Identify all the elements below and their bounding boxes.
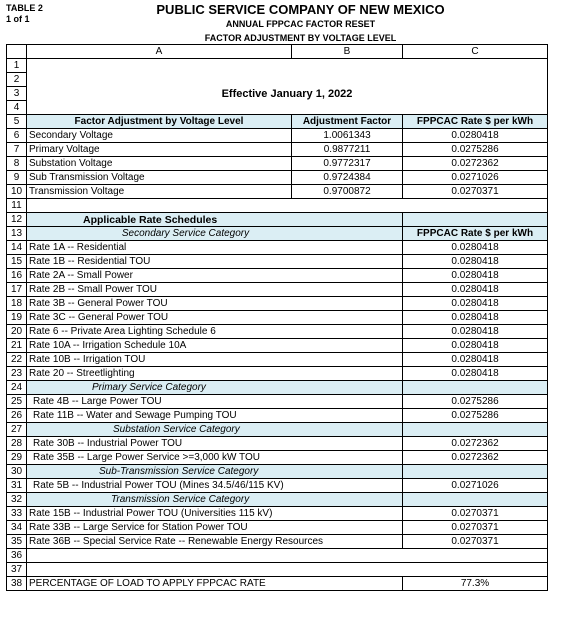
rate-schedule: Rate 6 -- Private Area Lighting Schedule 6 [27,325,403,339]
row-number: 18 [7,297,27,311]
row-number: 4 [7,101,27,115]
rate-schedule: Rate 15B -- Industrial Power TOU (Universities 115 kV) [27,507,403,521]
rate-schedule: Rate 10B -- Irrigation TOU [27,353,403,367]
fppcac-rate: 0.0275286 [403,409,548,423]
company-title: PUBLIC SERVICE COMPANY OF NEW MEXICO [156,2,445,17]
rate-schedule: Rate 11B -- Water and Sewage Pumping TOU [27,409,403,423]
load-value: 77.3% [403,577,548,591]
fppcac-rate: 0.0280418 [403,297,548,311]
row-number: 28 [7,437,27,451]
table-row [7,283,548,297]
rate-schedule: Rate 20 -- Streetlighting [27,367,403,381]
row-number: 7 [7,143,27,157]
row-number: 1 [7,59,27,73]
row-number: 20 [7,325,27,339]
fppcac-rate: 0.0275286 [403,395,548,409]
row-number: 13 [7,227,27,241]
load-label: PERCENTAGE OF LOAD TO APPLY FPPCAC RATE [27,577,403,591]
row-number: 14 [7,241,27,255]
table-row [7,157,548,171]
report-subtitle-2: FACTOR ADJUSTMENT BY VOLTAGE LEVEL [204,33,397,43]
table-row [7,297,548,311]
load-row [7,577,548,591]
column-header-row [7,45,548,59]
voltage-level: Primary Voltage [27,143,292,157]
fppcac-rate: 0.0271026 [403,479,548,493]
table-row [7,269,548,283]
blank-row [27,563,548,577]
rate-header-c: FPPCAC Rate $ per kWh [403,227,548,241]
corner-cell [7,45,27,59]
rate-schedule: Rate 36B -- Special Service Rate -- Renewable Energy Resources [27,535,403,549]
row-number: 15 [7,255,27,269]
factor-table [6,44,548,591]
table-row [7,437,548,451]
primary-category: Primary Service Category [27,381,403,395]
table-row [7,241,548,255]
table-row [7,479,548,493]
fppcac-rate: 0.0275286 [403,143,548,157]
voltage-header-c: FPPCAC Rate $ per kWh [403,115,548,129]
row-number: 35 [7,535,27,549]
row-number: 27 [7,423,27,437]
row-number: 38 [7,577,27,591]
row-number: 23 [7,367,27,381]
voltage-level: Sub Transmission Voltage [27,171,292,185]
row-number: 17 [7,283,27,297]
page-label: 1 of 1 [6,14,30,24]
row-number: 25 [7,395,27,409]
rate-schedule: Rate 35B -- Large Power Service >=3,000 kW TOU [27,451,403,465]
category-filler [403,423,548,437]
adjustment-factor: 0.9877211 [292,143,403,157]
fppcac-rate: 0.0271026 [403,171,548,185]
table-row [7,185,548,199]
trans-category-row [7,493,548,507]
fppcac-rate: 0.0280418 [403,241,548,255]
row-number: 2 [7,73,27,87]
table-row [7,367,548,381]
voltage-level: Transmission Voltage [27,185,292,199]
row-number: 26 [7,409,27,423]
row-number: 12 [7,213,27,227]
row-number: 8 [7,157,27,171]
rate-schedule: Rate 3B -- General Power TOU [27,297,403,311]
row-number: 36 [7,549,27,563]
row-number: 21 [7,339,27,353]
rate-schedules-title: Applicable Rate Schedules [27,213,403,227]
rate-schedule: Rate 30B -- Industrial Power TOU [27,437,403,451]
fppcac-rate: 0.0270371 [403,507,548,521]
trans-rows [7,507,548,549]
blank-row [27,549,548,563]
rate-schedule: Rate 4B -- Large Power TOU [27,395,403,409]
rate-schedule: Rate 10A -- Irrigation Schedule 10A [27,339,403,353]
fppcac-rate: 0.0272362 [403,157,548,171]
secondary-category: Secondary Service Category [27,227,403,241]
column-header-c: C [403,45,548,59]
table-row [7,339,548,353]
row-number: 5 [7,115,27,129]
adjustment-factor: 0.9700872 [292,185,403,199]
voltage-level: Secondary Voltage [27,129,292,143]
subtrans-rows [7,479,548,493]
table-row [7,171,548,185]
adjustment-factor: 0.9724384 [292,171,403,185]
row-number: 10 [7,185,27,199]
report-subtitle: ANNUAL FPPCAC FACTOR RESET [225,19,376,29]
table-row [7,325,548,339]
secondary-category-row [7,227,548,241]
fppcac-rate: 0.0280418 [403,353,548,367]
voltage-header-row [7,115,548,129]
primary-category-row [7,381,548,395]
table-row [7,199,548,213]
fppcac-rate: 0.0272362 [403,437,548,451]
column-header-b: B [292,45,403,59]
row-number: 32 [7,493,27,507]
row-number: 33 [7,507,27,521]
row-number: 16 [7,269,27,283]
adjustment-factor: 1.0061343 [292,129,403,143]
category-filler [403,465,548,479]
row-number: 3 [7,87,27,101]
row-number: 19 [7,311,27,325]
table-row [7,129,548,143]
rate-schedule: Rate 1B -- Residential TOU [27,255,403,269]
row-number: 30 [7,465,27,479]
fppcac-rate: 0.0280418 [403,283,548,297]
adjustment-factor: 0.9772317 [292,157,403,171]
table-row [7,395,548,409]
category-filler [403,381,548,395]
blank-row [27,199,548,213]
subtrans-category: Sub-Transmission Service Category [27,465,403,479]
secondary-rows [7,241,548,381]
voltage-header-a: Factor Adjustment by Voltage Level [27,115,292,129]
row-number: 34 [7,521,27,535]
table-row [7,549,548,563]
fppcac-rate: 0.0280418 [403,311,548,325]
voltage-header-b: Adjustment Factor [292,115,403,129]
rate-schedule: Rate 5B -- Industrial Power TOU (Mines 34.5/46/115 KV) [27,479,403,493]
fppcac-rate: 0.0272362 [403,451,548,465]
table-row [7,507,548,521]
row-number: 9 [7,171,27,185]
row-number: 24 [7,381,27,395]
table-row [7,409,548,423]
table-row [7,535,548,549]
table-row [7,255,548,269]
row-number: 22 [7,353,27,367]
fppcac-rate: 0.0280418 [403,129,548,143]
fppcac-rate: 0.0270371 [403,185,548,199]
table-row [7,451,548,465]
rate-schedule: Rate 1A -- Residential [27,241,403,255]
trans-category: Transmission Service Category [27,493,403,507]
rate-schedules-header-row [7,213,548,227]
row-number: 37 [7,563,27,577]
substation-rows [7,437,548,465]
substation-category-row [7,423,548,437]
fppcac-rate: 0.0270371 [403,535,548,549]
table-row [7,521,548,535]
table-row [7,353,548,367]
voltage-level: Substation Voltage [27,157,292,171]
rate-schedules-header-c [403,213,548,227]
table-label: TABLE 2 [6,3,43,13]
primary-rows [7,395,548,423]
row-number: 6 [7,129,27,143]
fppcac-rate: 0.0280418 [403,325,548,339]
effective-date: Effective January 1, 2022 [27,59,548,115]
fppcac-rate: 0.0280418 [403,255,548,269]
table-row [7,311,548,325]
column-header-a: A [27,45,292,59]
row-number: 31 [7,479,27,493]
table-row [7,59,548,73]
row-number: 29 [7,451,27,465]
subtrans-category-row [7,465,548,479]
table-row [7,563,548,577]
fppcac-rate: 0.0280418 [403,269,548,283]
category-filler [403,493,548,507]
row-number: 11 [7,199,27,213]
rate-schedule: Rate 2B -- Small Power TOU [27,283,403,297]
voltage-rows [7,129,548,199]
rate-schedule: Rate 3C -- General Power TOU [27,311,403,325]
table-row [7,143,548,157]
fppcac-rate: 0.0280418 [403,339,548,353]
fppcac-rate: 0.0270371 [403,521,548,535]
fppcac-rate: 0.0280418 [403,367,548,381]
rate-schedule: Rate 33B -- Large Service for Station Power TOU [27,521,403,535]
rate-schedule: Rate 2A -- Small Power [27,269,403,283]
substation-category: Substation Service Category [27,423,403,437]
